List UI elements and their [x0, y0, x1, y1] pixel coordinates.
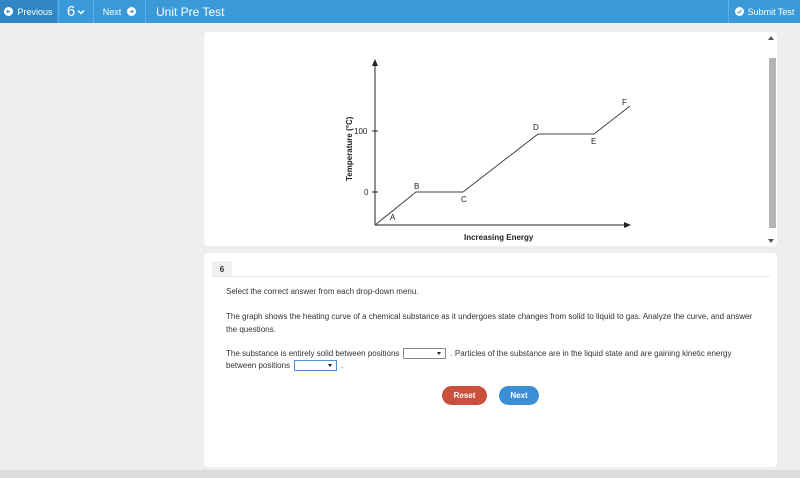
submit-test-label: Submit Test	[747, 6, 795, 17]
question-number-dropdown[interactable]	[58, 0, 94, 23]
question-part-3: between positions	[226, 361, 291, 370]
heating-curve-line	[375, 106, 630, 225]
question-panel	[204, 253, 777, 467]
question-number-badge: 6	[212, 261, 232, 277]
point-label-a: A	[390, 213, 396, 222]
x-axis-label: Increasing Energy	[464, 233, 534, 242]
question-part-1: The substance is entirely solid between positions	[226, 349, 400, 358]
previous-label: Previous	[17, 6, 53, 17]
scroll-thumb[interactable]	[769, 58, 776, 228]
next-toolbar-label: Next	[102, 6, 122, 17]
chevron-down-icon	[77, 9, 85, 15]
divider	[212, 276, 770, 277]
dropdown-arrow-icon	[437, 352, 441, 355]
question-part-4: .	[341, 361, 344, 370]
next-toolbar-button[interactable]	[94, 0, 146, 23]
previous-button[interactable]	[0, 0, 57, 23]
submit-test-button[interactable]	[728, 0, 800, 23]
question-line-2	[226, 359, 343, 372]
point-label-d: D	[533, 123, 539, 132]
dropdown-solid-positions[interactable]	[403, 348, 446, 359]
tick-100-label: 100	[354, 127, 368, 136]
arrow-right-icon	[127, 7, 136, 16]
question-part-2: . Particles of the substance are in the liquid state and are gaining kinetic energy	[450, 349, 732, 358]
instruction-text: Select the correct answer from each drop-down menu.	[226, 287, 419, 296]
scroll-up-arrow-icon[interactable]	[768, 36, 774, 40]
dropdown-arrow-icon	[328, 364, 332, 367]
question-number: 6	[66, 3, 76, 20]
y-axis-arrow-icon	[372, 59, 378, 66]
page-title: Unit Pre Test	[156, 4, 225, 19]
graph-scrollbar[interactable]	[765, 32, 777, 246]
arrow-left-icon	[4, 7, 13, 16]
question-paragraph: The graph shows the heating curve of a chemical substance as it undergoes state changes from solid to liquid to gas. Analyze the curve, and answer the questions.	[226, 312, 753, 334]
y-axis-label: Temperature (°C)	[345, 116, 354, 181]
top-toolbar	[0, 0, 800, 23]
next-button[interactable]: Next	[499, 386, 539, 405]
tick-0-label: 0	[364, 188, 369, 197]
point-label-b: B	[414, 182, 420, 191]
heating-curve-graph	[204, 32, 777, 246]
point-label-f: F	[622, 98, 627, 107]
reset-button[interactable]: Reset	[442, 386, 487, 405]
dropdown-liquid-positions[interactable]	[294, 360, 337, 371]
footer-bar	[0, 470, 800, 478]
graph-panel	[204, 32, 777, 246]
x-axis-arrow-icon	[624, 222, 631, 228]
scroll-down-arrow-icon[interactable]	[768, 239, 774, 243]
check-circle-icon	[735, 7, 744, 16]
point-label-c: C	[461, 195, 467, 204]
point-label-e: E	[591, 137, 597, 146]
